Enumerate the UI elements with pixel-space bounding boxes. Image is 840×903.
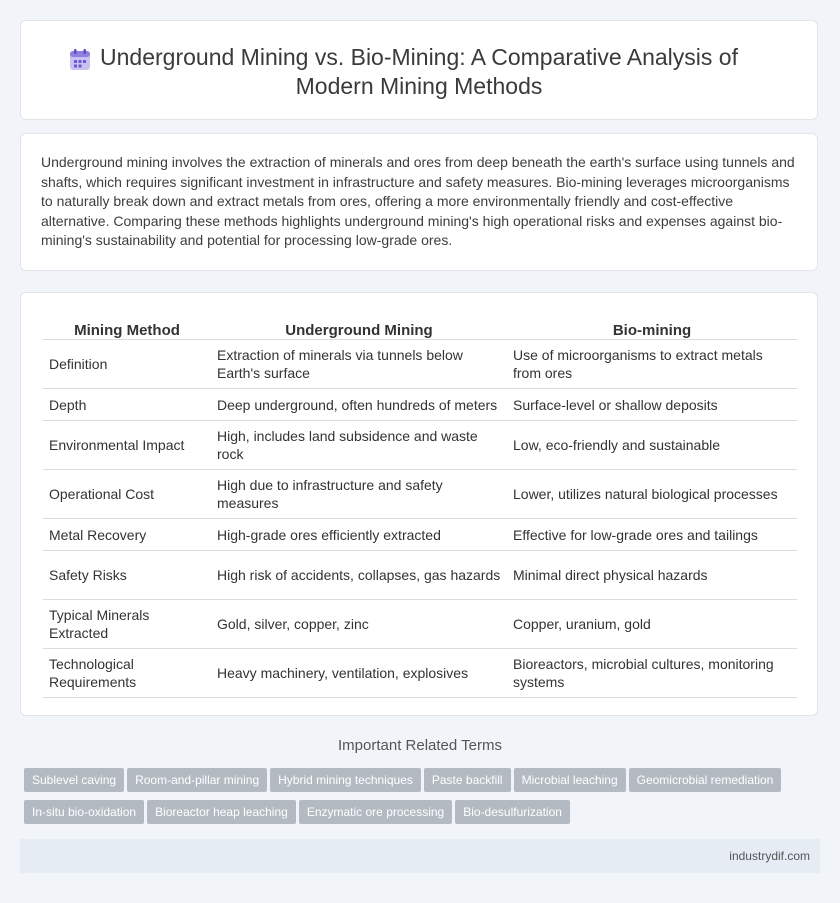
row-label: Safety Risks	[43, 551, 211, 600]
underground-cell: Deep underground, often hundreds of meters	[211, 389, 507, 421]
page-title: Underground Mining vs. Bio-Mining: A Comparative Analysis of Modern Mining Methods	[100, 44, 738, 99]
term-tag[interactable]: Hybrid mining techniques	[270, 768, 421, 792]
underground-cell: High risk of accidents, collapses, gas hazards	[211, 551, 507, 600]
underground-cell: High, includes land subsidence and waste rock	[211, 421, 507, 470]
intro-paragraph: Underground mining involves the extraction of minerals and ores from deep beneath the earth's surface using tunnels and shafts, which requires significant investment in infrastructure and safety measures. Bio-mining leverages microorganisms to naturally break down and extract metals from ores, offering a more environmentally friendly and cost-effective alternative. Comparing these methods highlights underground mining's high operational risks and expenses against bio-mining's sustainability and potential for processing low-grade ores.	[41, 154, 795, 248]
bio-cell: Surface-level or shallow deposits	[507, 389, 797, 421]
term-tag[interactable]: Bioreactor heap leaching	[147, 800, 296, 824]
comparison-table	[43, 313, 797, 698]
header-mining-method: Mining Method	[43, 313, 211, 340]
bio-cell: Effective for low-grade ores and tailings	[507, 519, 797, 551]
bio-cell: Use of microorganisms to extract metals from ores	[507, 340, 797, 389]
underground-cell: High due to infrastructure and safety measures	[211, 470, 507, 519]
underground-cell: High-grade ores efficiently extracted	[211, 519, 507, 551]
row-label: Metal Recovery	[43, 519, 211, 551]
term-tag[interactable]: Bio-desulfurization	[455, 800, 570, 824]
row-label: Environmental Impact	[43, 421, 211, 470]
table-row	[43, 470, 797, 519]
term-tag[interactable]: Sublevel caving	[24, 768, 124, 792]
row-label: Depth	[43, 389, 211, 421]
header-bio-mining: Bio-mining	[507, 313, 797, 340]
term-tag[interactable]: Geomicrobial remediation	[629, 768, 782, 792]
underground-cell: Heavy machinery, ventilation, explosives	[211, 649, 507, 698]
row-label: Definition	[43, 340, 211, 389]
table-row	[43, 519, 797, 551]
term-tag[interactable]: Paste backfill	[424, 768, 511, 792]
underground-cell: Gold, silver, copper, zinc	[211, 600, 507, 649]
intro-card	[20, 133, 818, 271]
table-row	[43, 340, 797, 389]
header-underground-mining: Underground Mining	[211, 313, 507, 340]
row-label: Technological Requirements	[43, 649, 211, 698]
footer-site-link[interactable]: industrydif.com	[729, 849, 810, 863]
row-label: Operational Cost	[43, 470, 211, 519]
bio-cell: Bioreactors, microbial cultures, monitoring systems	[507, 649, 797, 698]
related-terms-list	[24, 768, 814, 832]
bio-cell: Minimal direct physical hazards	[507, 551, 797, 600]
comparison-card	[20, 292, 818, 716]
bio-cell: Copper, uranium, gold	[507, 600, 797, 649]
table-row	[43, 421, 797, 470]
bio-cell: Low, eco-friendly and sustainable	[507, 421, 797, 470]
term-tag[interactable]: Enzymatic ore processing	[299, 800, 452, 824]
related-terms-title: Important Related Terms	[338, 737, 502, 754]
table-row	[43, 649, 797, 698]
underground-cell: Extraction of minerals via tunnels below Earth's surface	[211, 340, 507, 389]
table-row	[43, 551, 797, 600]
table-row	[43, 389, 797, 421]
term-tag[interactable]: Room-and-pillar mining	[127, 768, 267, 792]
row-label: Typical Minerals Extracted	[43, 600, 211, 649]
term-tag[interactable]: Microbial leaching	[514, 768, 626, 792]
bio-cell: Lower, utilizes natural biological processes	[507, 470, 797, 519]
header-card	[20, 20, 818, 120]
term-tag[interactable]: In-situ bio-oxidation	[24, 800, 144, 824]
footer	[20, 839, 820, 873]
table-row	[43, 600, 797, 649]
table-header-row	[43, 313, 797, 340]
